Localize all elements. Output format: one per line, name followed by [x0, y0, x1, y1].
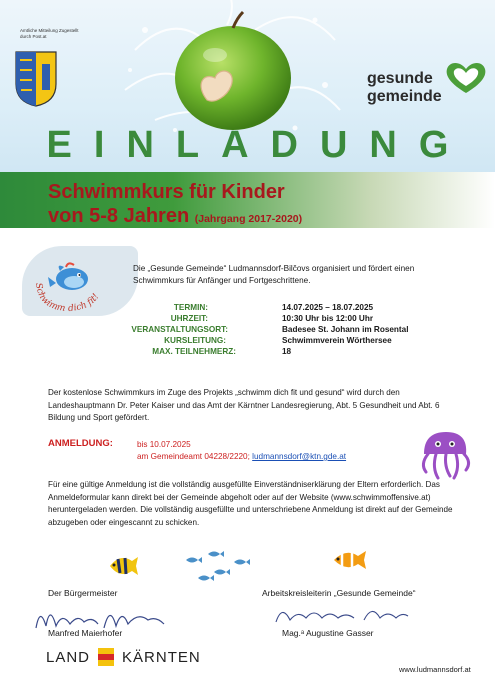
signature-left-title: Der Bürgermeister — [48, 588, 118, 598]
signature-right-name: Mag.ᵃ Augustine Gasser — [282, 628, 374, 638]
course-title-line1: Schwimmkurs für Kinder — [48, 181, 285, 203]
swim-badge-dolphin-icon — [30, 255, 108, 315]
detail-value-termin: 14.07.2025 – 18.07.2025 — [282, 303, 374, 312]
badge-text: Schwimm dich fit! — [32, 282, 102, 315]
course-title-line2: von 5-8 Jahren (Jahrgang 2017-2020) — [48, 205, 303, 227]
detail-value-kursleitung: Schwimmverein Wörthersee — [282, 336, 392, 345]
detail-value-uhrzeit: 10:30 Uhr bis 12:00 Uhr — [282, 314, 374, 323]
signature-right-handwriting — [272, 598, 412, 632]
clownfish-icon — [330, 548, 368, 572]
detail-value-teilnehmer: 18 — [282, 347, 292, 356]
detail-value-ort: Badesee St. Johann im Rosental — [282, 325, 409, 334]
detail-label-teilnehmer: MAX. TEILNEHMERZ: — [152, 347, 236, 356]
header-banner — [0, 0, 495, 178]
registration-details — [137, 439, 346, 463]
angelfish-icon — [106, 553, 140, 579]
land-kaernten-logo: LAND KÄRNTEN — [46, 648, 201, 666]
signature-right-title: Arbeitskreisleiterin „Gesunde Gemeinde“ — [262, 588, 416, 598]
registration-label: ANMELDUNG: — [48, 438, 113, 449]
heart-logo-icon — [443, 60, 489, 96]
registration-deadline: bis 10.07.2025 — [137, 440, 191, 449]
website-url[interactable]: www.ludmannsdorf.at — [399, 665, 471, 674]
registration-paragraph: Für eine gültige Anmeldung ist die vollständig ausgefüllte Einverständniserklärung der Eltern erforderlich. Das Anmeldeformular kann direkt bei der Gemeinde abgeholt oder auf der Website (www.schwimmoffensive.at) heruntergeladen werden. Die vollständig ausgefüllte und unterschriebene Anmeldung ist direkt auf der Gemeinde abzugeben oder eingescannt zu schicken. — [48, 480, 453, 527]
intro-text: Die „Gesunde Gemeinde“ Ludmannsdorf-Bilčovs organisiert und fördert einen Schwimmkurs für Anfänger und Fortgeschrittene. — [133, 264, 415, 285]
jellyfish-icon — [414, 428, 474, 482]
funding-paragraph: Der kostenlose Schwimmkurs im Zuge des Projekts „schwimm dich fit und gesund“ wird durch den Landeshauptmann Dr. Peter Kaiser und das Amt der Kärntner Landesregierung, Abt. 5 Gesundheit und Abt. 6 Bildung und Sport gefördert. — [48, 388, 440, 422]
detail-label-termin: TERMIN: — [173, 303, 208, 312]
registration-email-link[interactable]: ludmannsdorf@ktn.gde.at — [252, 452, 347, 461]
coat-of-arms-icon — [14, 50, 58, 108]
headline-einladung: EINLADUNG — [46, 124, 471, 166]
course-title-suffix: (Jahrgang 2017-2020) — [194, 213, 303, 225]
detail-label-uhrzeit: UHRZEIT: — [170, 314, 208, 323]
detail-label-kursleitung: KURSLEITUNG: — [164, 336, 226, 345]
fish-school-icon — [178, 548, 298, 588]
coat-caption: Amtliche Mitteilung Zugestellt durch Post.at — [20, 28, 79, 39]
signature-left-name: Manfred Maierhofer — [48, 628, 123, 638]
registration-contact: am Gemeindeamt 04228/2220; ludmannsdorf@ktn.gde.at — [137, 452, 347, 461]
carinthia-flag-icon — [98, 648, 114, 666]
apple-splash-image — [115, 0, 345, 140]
detail-label-ort: VERANSTALTUNGSORT: — [131, 325, 228, 334]
gesunde-gemeinde-logo: gesunde gemeinde — [367, 70, 442, 105]
